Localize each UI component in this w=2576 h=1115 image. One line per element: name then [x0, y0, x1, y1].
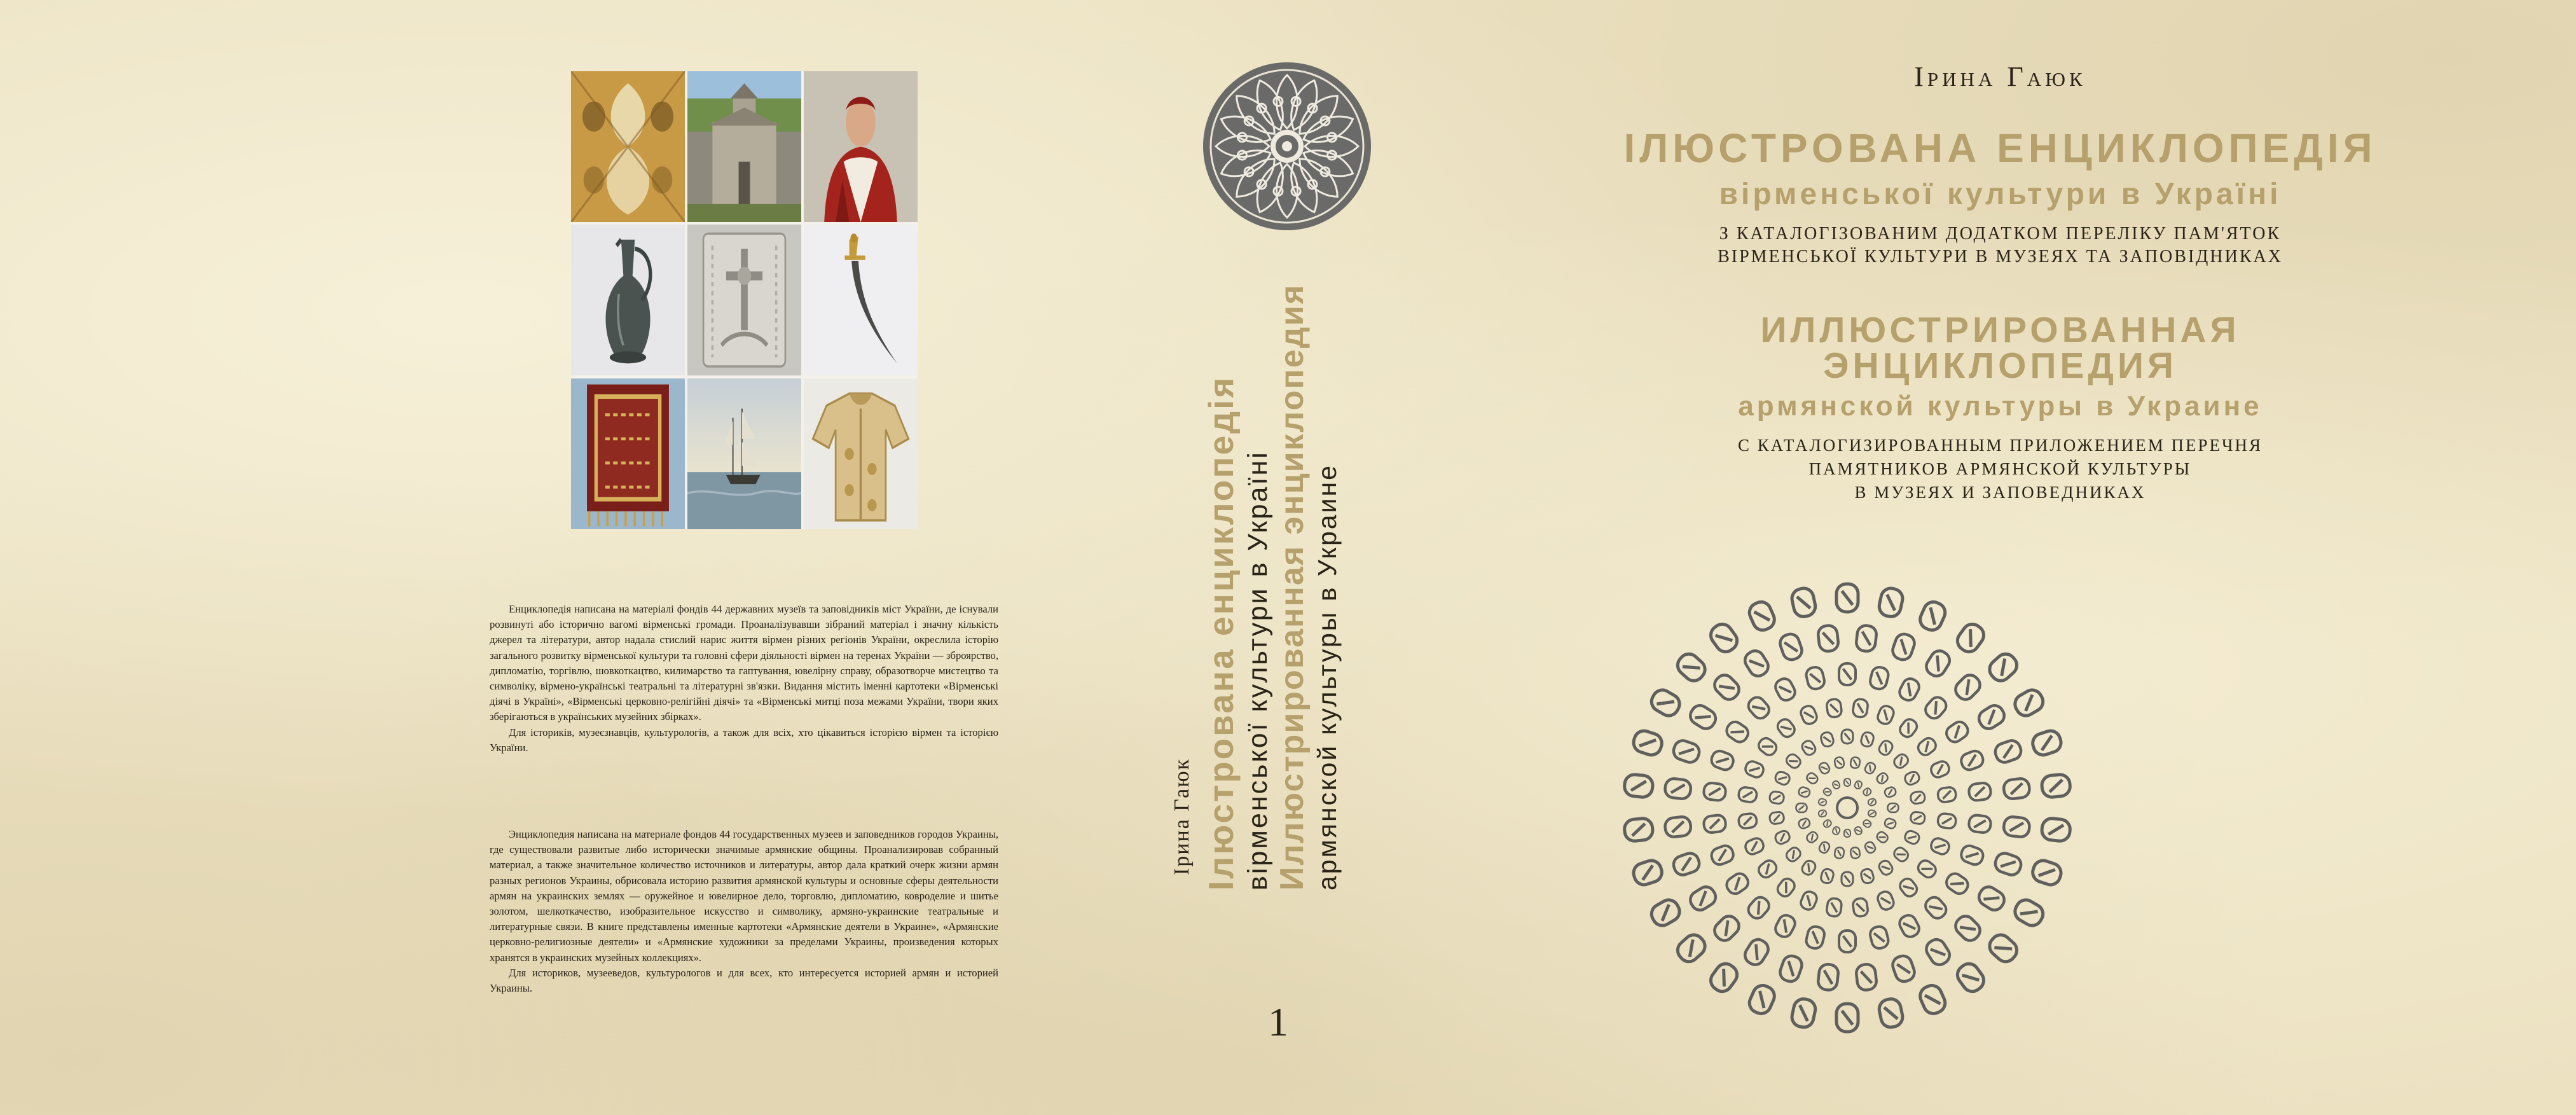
back-blurb-ukrainian: [490, 602, 998, 756]
armenian-ornament-rosette: [1615, 576, 2079, 1040]
spine-title-block: [1170, 204, 1342, 890]
russian-title-line: ЭНЦИКЛОПЕДИЯ: [1823, 345, 2177, 386]
silver-jug-image: [571, 225, 685, 375]
ukrainian-subtitle-line: З КАТАЛОГІЗОВАНИМ ДОДАТКОМ ПЕРЕЛІКУ ПАМ'ЯТОК: [1719, 224, 2282, 244]
stone-church-image: [687, 71, 801, 222]
spine-author: Ірина Гаюк: [1170, 758, 1194, 875]
ukrainian-subtitle-line: ВІРМЕНСЬКОЇ КУЛЬТУРИ В МУЗЕЯХ ТА ЗАПОВІДНИКАХ: [1718, 247, 2283, 267]
ukrainian-subtitle: [1424, 223, 2576, 268]
russian-subtitle: [1424, 434, 2576, 504]
portrait-painting-image: [804, 71, 918, 222]
ukrainian-title-line2: вірменської культури в Україні: [1719, 177, 2282, 211]
blurb-paragraph: Энциклопедия написана на материале фондов 44 государственных музеев и заповедников городов Украины, где существовали развитые либо исторически значимые армянские общины. Проанализировав собранный материал, а также значительное количество источников и литературы, автор дала краткий очерк жизни армян разных регионов Украины, обрисовала историю развития армянской культуры и основные сферы деятельности армян на украинских землях — оружейное и ювелирное дело, торговлю, дипломатию, ковроделие и шитье золотом, шелкоткачество, изобразительное искусство и символику, армяно-украинские театральные и литературные связи. В книге представлены именные картотеки «Армянские деятели в Украине», «Армянские церковно-религиозные деятели» и «Армянские художники за пределами Украины, произведения которых хранятся в украинских музейных коллекциях».: [490, 828, 998, 964]
russian-subtitle-line: В МУЗЕЯХ И ЗАПОВЕДНИКАХ: [1854, 483, 2146, 502]
ornate-textile-image: [571, 71, 685, 222]
author-name: Ірина Гаюк: [1914, 61, 2086, 92]
blurb-paragraph: Енциклопедія написана на матеріалі фондів 44 державних музеїв та заповідників міст України, де існували розвинуті або історично вагомі вірменські громади. Проаналізувавши зібраний матеріал і значну кількість джерел та літератури, автор надала стислий нарис життя вірмен різних регіонів України, окреслила історію загального розвитку вірменської культури та головні сфери діяльності вірмен на теренах України — зброярство, дипломатію, торгівлю, шовкоткацтво, килимарство та гаптування, ювелірну справу, образотворче мистецтво та символіку, вірмено-українські театральні та літературні зв'язки. Видання містить іменні картотеки «Вірменські діячі в Україні», «Вірменські церковно-релігійні діячі» та «Вірменські митці поза межами України, твори яких зберігаються в українських музейних збірках».: [490, 603, 998, 723]
volume-number: 1: [1268, 999, 1288, 1044]
blurb-paragraph: Для істориків, музеєзнавців, культурологів, а також для всіх, хто цікавиться історією вірмен та історією України.: [490, 726, 998, 754]
spine-russian-subtitle: армянской культуры в Украине: [1312, 464, 1342, 890]
sabre-image: [804, 225, 918, 375]
russian-subtitle-line: ПАМЯТНИКОВ АРМЯНСКОЙ КУЛЬТУРЫ: [1808, 459, 2192, 478]
photo-collage: [571, 71, 918, 529]
russian-title-line3: армянской культуры в Украине: [1738, 391, 2263, 422]
sailing-ship-painting-image: [687, 378, 801, 529]
back-cover: [0, 0, 1119, 1115]
russian-title-line: ИЛЛЮСТРИРОВАННАЯ: [1760, 310, 2240, 350]
vestment-image: [804, 378, 918, 529]
spine-ukrainian-title: Ілюстрована енциклопедія: [1201, 375, 1241, 890]
embroidered-carpet-image: [571, 378, 685, 529]
spine-ukrainian-subtitle: вірменської культури в Україні: [1243, 450, 1273, 890]
spine-russian-title: Иллюстрированная энциклопедия: [1274, 283, 1311, 890]
ukrainian-title: ІЛЮСТРОВАНА ЕНЦИКЛОПЕДІЯ: [1623, 125, 2377, 171]
khachkar-stone-image: [687, 225, 801, 375]
blurb-paragraph: Для историков, музееведов, культурологов и для всех, кто интересуется историей армян и историей Украины.: [490, 966, 998, 995]
russian-subtitle-line: С КАТАЛОГИЗИРОВАННЫМ ПРИЛОЖЕНИЕМ ПЕРЕЧНЯ: [1737, 436, 2263, 455]
book-spine: [1119, 0, 1424, 1115]
russian-title: [1424, 312, 2576, 384]
back-blurb-russian: [490, 827, 998, 996]
front-cover: [1424, 0, 2576, 1115]
